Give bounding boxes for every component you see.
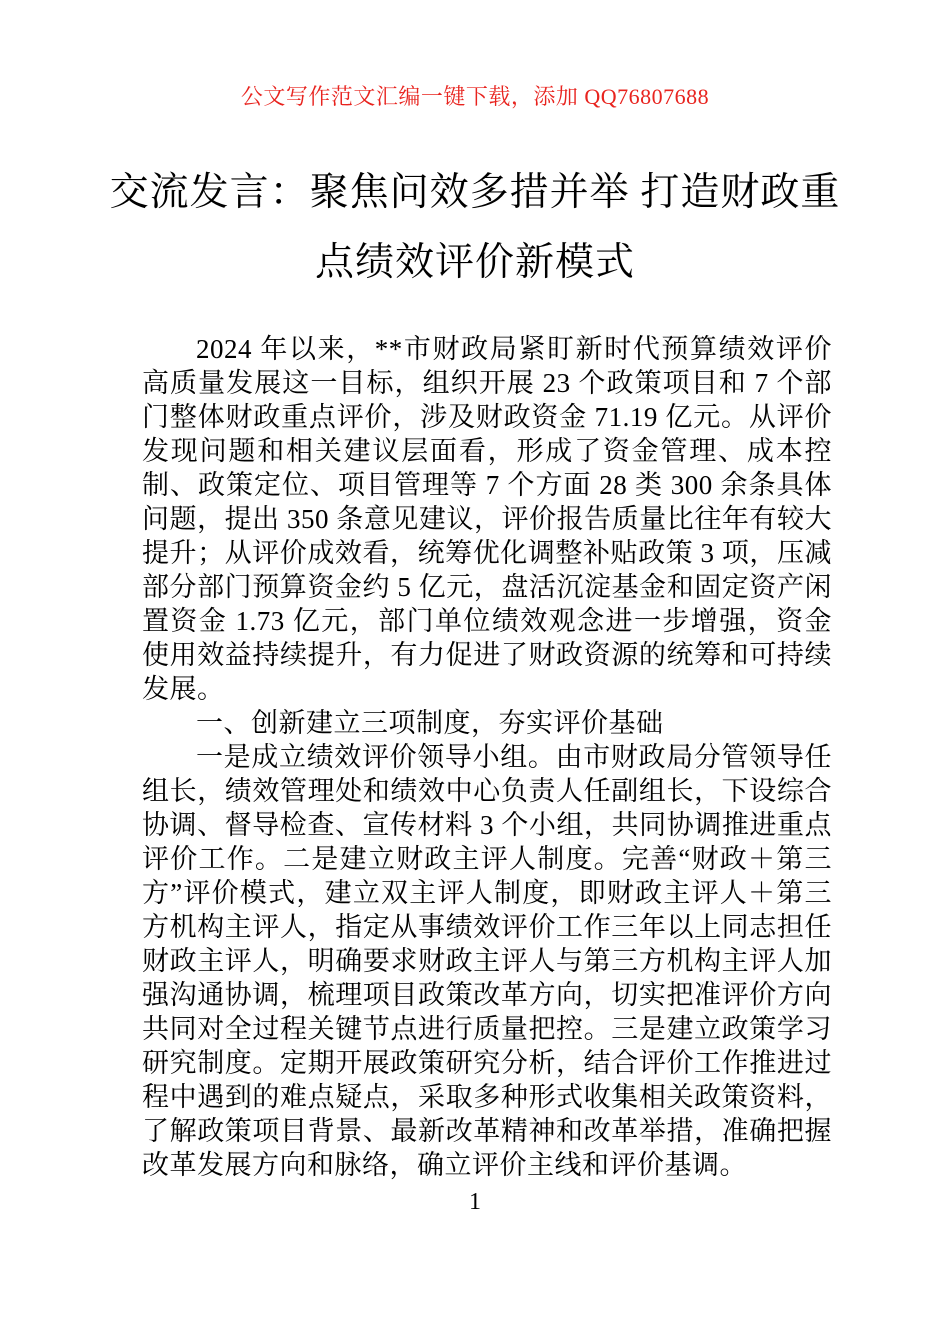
paragraph-intro: 2024 年以来，**市财政局紧盯新时代预算绩效评价高质量发展这一目标，组织开展 23 个政策项目和 7 个部门整体财政重点评价，涉及财政资金 71.19 亿元。从评价发现问题和相关建议层面看，形成了资金管理、成本控制、政策定位、项目管理等 7 个方面 28 类 300 余条具体问题，提出 350 条意见建议，评价报告质量比往年有较大提升；从评价成效看，统筹优化调整补贴政策 3 项，压减部分部门预算资金约 5 亿元，盘活沉淀基金和固定资产闲置资金 1.73 亿元，部门单位绩效观念进一步增强，资金使用效益持续提升，有力促进了财政资源的统筹和可持续发展。 [142,334,832,704]
document-title [95,158,855,298]
document-body [142,332,832,1182]
page-number: 1 [469,1189,481,1215]
header-promo-notice: 公文写作范文汇编一键下载，添加 QQ76807688 [240,84,710,109]
title-line-1: 交流发言：聚焦问效多措并举 打造财政重 [109,171,841,214]
section-heading-1: 一、创新建立三项制度，夯实评价基础 [196,708,664,738]
paragraph-section-1-body: 一是成立绩效评价领导小组。由市财政局分管领导任组长，绩效管理处和绩效中心负责人任副组长，下设综合协调、督导检查、宣传材料 3 个小组，共同协调推进重点评价工作。二是建立财政主评人制度。完善“财政＋第三方”评价模式，建立双主评人制度，即财政主评人＋第三方机构主评人，指定从事绩效评价工作三年以上同志担任财政主评人，明确要求财政主评人与第三方机构主评人加强沟通协调，梳理项目政策改革方向，切实把准评价方向共同对全过程关键节点进行质量把控。三是建立政策学习研究制度。定期开展政策研究分析，结合评价工作推进过程中遇到的难点疑点，采取多种形式收集相关政策资料，了解政策项目背景、最新改革精神和改革举措，准确把握改革发展方向和脉络，确立评价主线和评价基调。 [142,742,832,1180]
title-line-2: 点绩效评价新模式 [314,241,635,284]
